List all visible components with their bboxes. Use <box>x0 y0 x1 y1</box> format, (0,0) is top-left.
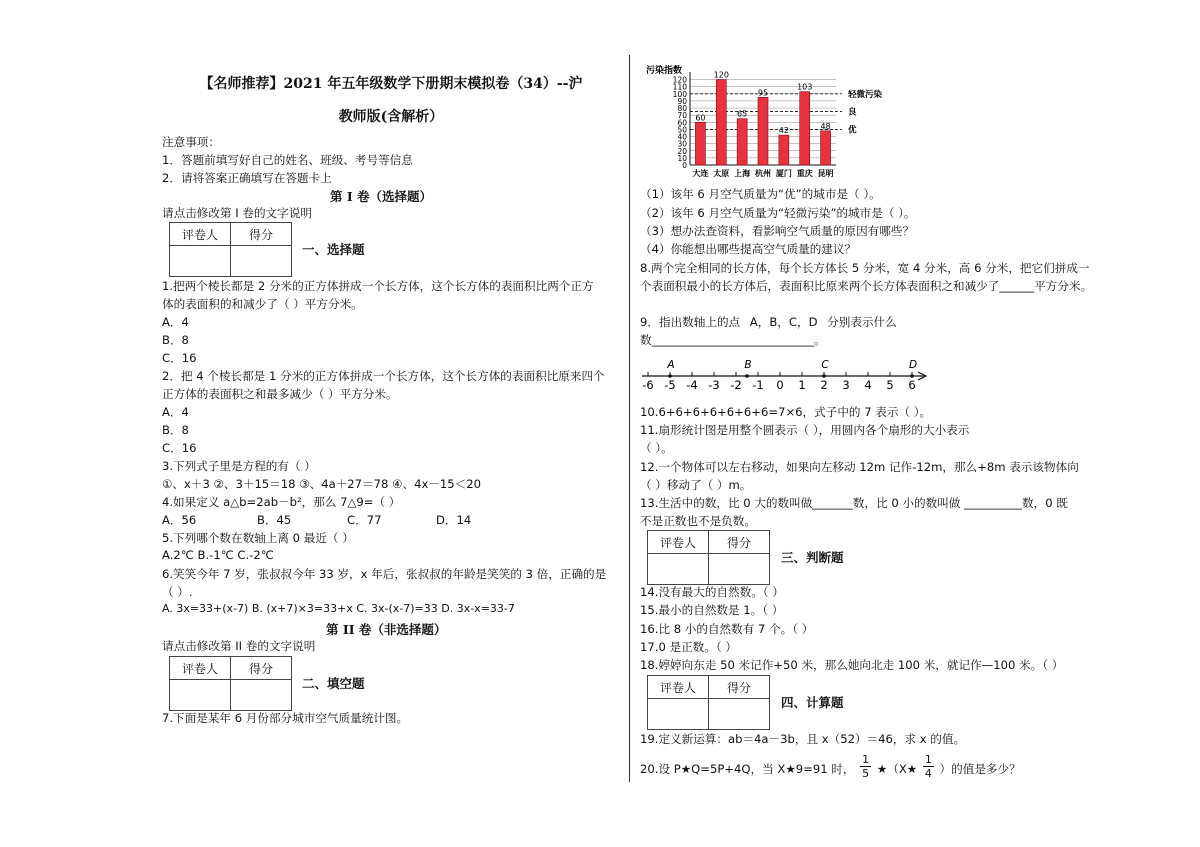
number-line-point-label: A <box>667 359 675 371</box>
q1-option[interactable]: B．8 <box>162 333 189 347</box>
q2-stem: 2．把 4 个棱长都是 1 分米的正方体拼成一个长方体，这个长方体的表面积比原来四个 <box>162 369 605 383</box>
chart-y-tick-label: 60 <box>677 118 687 128</box>
chart-reference-label: 优 <box>848 125 857 136</box>
number-line-tick-label: 1 <box>798 378 806 392</box>
q13-text: 13.生活中的数，比 0 大的数叫做_______数，比 0 小的数叫做 __________数，0 既 <box>640 496 1068 510</box>
chart-y-tick-label: 20 <box>677 146 687 156</box>
q4-stem: 4.如果定义 a△b=2ab－b²，那么 7△9=（ ） <box>162 495 401 509</box>
grader-cell[interactable] <box>648 699 709 730</box>
number-line-tick-label: 6 <box>908 378 916 392</box>
q11-text: （ ）。 <box>640 441 673 455</box>
number-line-tick-label: 0 <box>776 378 784 392</box>
judge-item: 17.0 是正数。（ ） <box>640 640 737 654</box>
chart-bar <box>737 119 747 165</box>
score-cell[interactable] <box>231 246 292 277</box>
notice-heading: 注意事项： <box>162 135 220 149</box>
q1-option[interactable]: A．4 <box>162 315 189 329</box>
q7-sub: （4）你能想出哪些提高空气质量的建议？ <box>640 242 857 256</box>
q4-option[interactable]: B．45 <box>257 513 292 527</box>
section-title-calc: 四、计算题 <box>781 695 844 710</box>
number-line-point <box>668 374 672 378</box>
chart-category-label: 昆明 <box>817 169 834 178</box>
part1-title: 第 I 卷（选择题） <box>330 189 433 204</box>
q20-mid: ★（X★ <box>876 762 918 776</box>
doc-title-line2: 教师版(含解析） <box>338 109 444 125</box>
chart-y-tick-label: 50 <box>677 125 687 135</box>
number-line-tick-label: -6 <box>642 378 654 392</box>
q8-text: 8.两个完全相同的长方体，每个长方体长 5 分米，宽 4 分米，高 6 分米，把它们拼成一个表面积最小的长方体后，表面积比原来两个长方体表面积之和减少了______平方分米。 <box>640 261 1093 293</box>
q11-text: 11.扇形统计图是用整个圆表示（ ），用圆内各个扇形的大小表示 <box>640 423 970 437</box>
number-line-tick-label: -3 <box>708 378 720 392</box>
chart-y-tick-label: 0 <box>682 161 687 170</box>
grader-cell[interactable] <box>170 680 231 711</box>
chart-data-label: 103 <box>797 82 813 92</box>
chart-bar <box>800 92 810 165</box>
number-line-point <box>745 374 749 378</box>
chart-data-label: 48 <box>820 121 831 131</box>
chart-y-tick-label: 90 <box>677 96 687 106</box>
grader-table-1 <box>169 222 292 277</box>
number-line-tick-label: -2 <box>730 378 742 392</box>
chart-bar <box>821 131 831 165</box>
q4-option[interactable]: C．77 <box>347 513 382 527</box>
number-line-point <box>822 374 826 378</box>
score-cell[interactable] <box>231 680 292 711</box>
q9-stem: 数____________________________。 <box>640 333 826 347</box>
chart-y-ticks <box>673 76 688 170</box>
chart-reference-label: 轻微污染 <box>848 89 883 100</box>
q1-option[interactable]: C．16 <box>162 351 197 365</box>
chart-y-tick-label: 80 <box>677 104 687 114</box>
q2-option[interactable]: A．4 <box>162 405 189 419</box>
judge-item: 18.婷婷向东走 50 米记作+50 米，那么她向北走 100 米，就记作—100 米。（ ） <box>640 658 1064 672</box>
chart-category-label: 大连 <box>692 169 709 178</box>
chart-category-label: 太原 <box>713 169 730 178</box>
number-line-tick-label: 4 <box>864 378 872 392</box>
chart-category-label: 杭州 <box>755 169 771 178</box>
q3-stem: 3.下列式子里是方程的有（ ） <box>162 459 316 473</box>
q2-stem: 正方体的表面积之和最多减少（ ）平方分米。 <box>162 387 398 401</box>
q20-frac1-num: 1 <box>862 753 870 766</box>
q20-frac2-den: 4 <box>924 767 932 780</box>
number-line-point <box>910 374 914 378</box>
section-title-judge: 三、判断题 <box>781 550 844 565</box>
score-cell[interactable] <box>709 699 770 730</box>
part2-title: 第 II 卷（非选择题） <box>326 622 447 637</box>
q1-stem: 体的表面积的和减少了（ ）平方分米。 <box>162 297 363 311</box>
notice-item: 2．请将答案正确填写在答题卡上 <box>162 171 332 185</box>
chart-category-label: 厦门 <box>775 169 792 178</box>
grader-label: 评卷人 <box>648 531 709 554</box>
q20 <box>640 753 1021 783</box>
q3-options: ①、x＋3 ②、3＋15＝18 ③、4a＋27＝78 ④、4x－15＜20 <box>162 477 482 491</box>
number-line <box>636 356 936 396</box>
notice-item: 1．答题前填写好自己的姓名、班级、考号等信息 <box>162 153 413 167</box>
q20-suffix: ）的值是多少？ <box>939 762 1021 776</box>
chart-bar <box>758 97 768 165</box>
judge-item: 16.比 8 小的自然数有 7 个。（ ） <box>640 622 814 636</box>
chart-category-label: 上海 <box>734 169 751 178</box>
q7-sub: （2）该年 6 月空气质量为“轻微污染”的城市是（ ）。 <box>640 206 916 220</box>
q19-text: 19.定义新运算：ab＝4a－3b，且 x（52）＝46，求 x 的值。 <box>640 732 966 746</box>
chart-data-label: 65 <box>737 109 748 119</box>
q9-stem: 9．指出数轴上的点 A，B，C，D 分别表示什么 <box>640 315 897 329</box>
chart-bar <box>779 135 789 165</box>
q2-option[interactable]: C．16 <box>162 441 197 455</box>
q7-sub: （3）想办法查资料，看影响空气质量的原因有哪些？ <box>640 224 915 238</box>
q4-option[interactable]: A．56 <box>162 513 197 527</box>
number-line-tick-label: 2 <box>820 378 828 392</box>
q20-frac2-num: 1 <box>924 753 932 766</box>
q6-stem: 6.笑笑今年 7 岁，张叔叔今年 33 岁，x 年后，张叔叔的年龄是笑笑的 3 倍，正确的是 <box>162 567 607 581</box>
part2-edit-note[interactable]: 请点击修改第 II 卷的文字说明 <box>162 639 316 653</box>
q4-option[interactable]: D．14 <box>436 513 472 527</box>
number-line-point-label: C <box>821 359 829 371</box>
chart-category-label: 重庆 <box>796 169 813 178</box>
chart-y-tick-label: 40 <box>677 132 687 142</box>
q6-stem: （ ）. <box>162 585 193 599</box>
number-line-tick-label: -1 <box>752 378 764 392</box>
grader-table-3 <box>647 530 770 585</box>
doc-title-line1: 【名师推荐】2021 年五年级数学下册期末模拟卷（34）--沪 <box>199 76 583 92</box>
chart-bar <box>695 122 705 165</box>
chart-y-tick-label: 120 <box>672 75 687 85</box>
judge-item: 15.最小的自然数是 1。（ ） <box>640 603 784 617</box>
chart-bar <box>716 80 726 165</box>
grader-label: 评卷人 <box>170 223 231 246</box>
air-quality-bar-chart <box>640 62 900 182</box>
number-line-tick-label: -5 <box>664 378 676 392</box>
grader-table-4 <box>647 675 770 730</box>
number-line-point-label: D <box>908 359 918 371</box>
q12-text: （ ）移动了（ ）m。 <box>640 478 752 492</box>
chart-y-axis-label: 污染指数 <box>646 66 683 76</box>
number-line-point-label: B <box>744 359 752 371</box>
chart-y-tick-label: 110 <box>672 82 687 92</box>
grader-label: 评卷人 <box>170 657 231 680</box>
q20-fraction-2 <box>923 753 934 780</box>
chart-data-label: 60 <box>695 113 706 123</box>
score-label: 得分 <box>231 223 292 246</box>
q20-frac1-den: 5 <box>862 767 870 780</box>
chart-reference-label: 良 <box>848 107 857 118</box>
chart-data-label: 95 <box>757 88 769 98</box>
column-divider <box>629 55 630 782</box>
grader-cell[interactable] <box>648 554 709 585</box>
number-line-tick-label: -4 <box>686 378 698 392</box>
chart-data-label: 120 <box>713 70 729 80</box>
score-label: 得分 <box>709 531 770 554</box>
q5-options: A.2℃ B.-1℃ C.-2℃ <box>162 548 274 562</box>
chart-y-tick-label: 10 <box>677 153 687 163</box>
chart-y-tick-label: 100 <box>672 89 687 99</box>
number-line-tick-label: 3 <box>842 378 850 392</box>
q5-stem: 5.下列哪个数在数轴上离 0 最近（ ） <box>162 531 354 545</box>
score-label: 得分 <box>231 657 292 680</box>
section-title-choice: 一、选择题 <box>302 242 365 257</box>
score-label: 得分 <box>709 676 770 699</box>
part1-edit-note[interactable]: 请点击修改第 I 卷的文字说明 <box>162 206 312 220</box>
q7-sub: （1）该年 6 月空气质量为“优”的城市是（ ）。 <box>640 187 881 201</box>
q12-text: 12.一个物体可以左右移动，如果向左移动 12m 记作-12m，那么+8m 表示该物体向 <box>640 460 1079 474</box>
score-cell[interactable] <box>709 554 770 585</box>
q20-prefix: 20.设 P★Q=5P+4Q，当 X★9=91 时， <box>640 762 855 776</box>
q10-text: 10.6+6+6+6+6+6+6=7×6，式子中的 7 表示（ ）。 <box>640 405 932 419</box>
chart-categories <box>692 168 833 178</box>
q20-fraction-1 <box>860 753 871 780</box>
grader-label: 评卷人 <box>648 676 709 699</box>
grader-cell[interactable] <box>170 246 231 277</box>
judge-item: 14.没有最大的自然数。（ ） <box>640 585 784 599</box>
number-line-tick-label: 5 <box>886 378 894 392</box>
q13-text: 不是正数也不是负数。 <box>640 514 756 528</box>
section-title-fill: 二、填空题 <box>302 676 365 691</box>
q1-stem: 1.把两个棱长都是 2 分米的正方体拼成一个长方体，这个长方体的表面积比两个正方 <box>162 279 594 293</box>
grader-table-2 <box>169 656 292 711</box>
q7-stem: 7.下面是某年 6 月份部分城市空气质量统计图。 <box>162 711 409 725</box>
chart-y-tick-label: 30 <box>677 139 687 149</box>
q2-option[interactable]: B．8 <box>162 423 189 437</box>
chart-y-tick-label: 70 <box>677 111 687 121</box>
chart-data-label: 42 <box>778 126 789 136</box>
q6-options: A. 3x=33+(x-7) B. (x+7)×3=33+x C. 3x-(x-7)=33 D. 3x-x=33-7 <box>162 602 515 615</box>
